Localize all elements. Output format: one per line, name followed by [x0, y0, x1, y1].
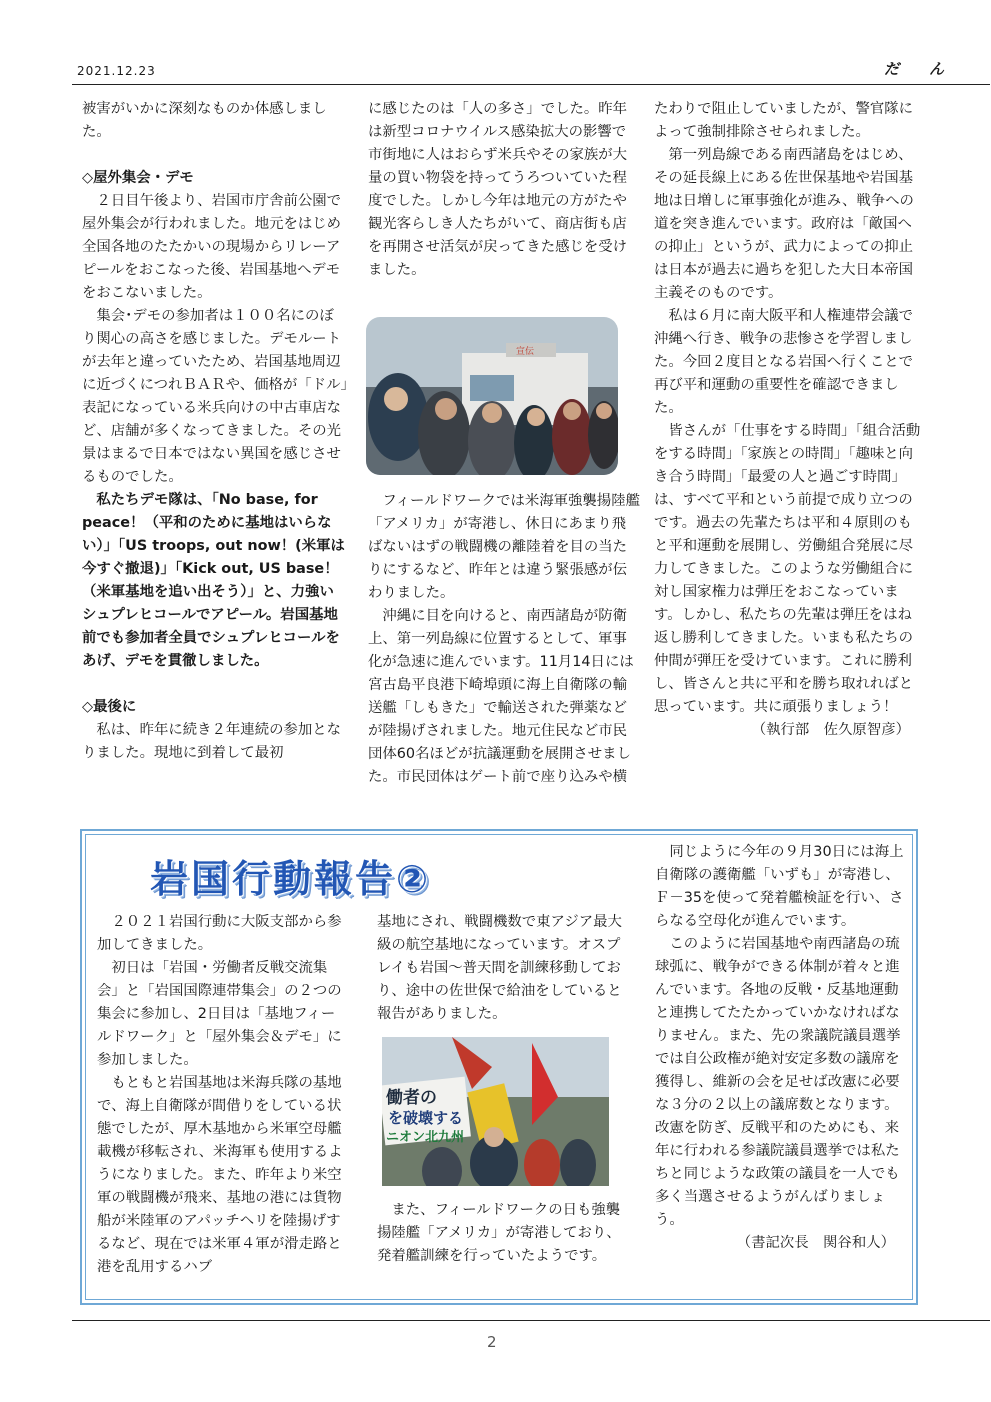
rally-photo-truck — [366, 317, 618, 475]
report-column-3 — [655, 841, 909, 1255]
article-paragraph: に感じたのは「人の多さ」でした。昨年は新型コロナウイルス感染拡大の影響で市街地に人はおらず米兵やその家族が大量の買い物袋を持ってうろついていた程度でした。しかし今年は地元の方がたや観光客らしき人たちがいて、商店街も店を再開させ活気が戻ってきた感じを受けました。 — [368, 101, 628, 278]
banner-text-1: 働者の — [386, 1088, 437, 1108]
report-paragraph: もともと岩国基地は米海兵隊の基地で、海上自衛隊が間借りをしている状態でしたが、厚木基地から米軍空母艦載機が移転され、米海軍も使用するようになりました。また、昨年より米空軍の戦闘機が飛来、基地の港には貨物船が米陸軍のアパッチヘリを陸揚げするなど、現在では米軍４軍が滑走路と港を乱用するハブ — [97, 1075, 343, 1275]
report-column-2 — [377, 911, 627, 1026]
banner-text-2: を破壊する — [388, 1109, 464, 1127]
report-paragraph: 初日は「岩国・労働者反戦交流集会」と「岩国国際連帯集会」の２つの集会に参加し、2日目は「基地フィールドワーク」と「屋外集会＆デモ」に参加しました。 — [97, 960, 342, 1068]
demo-photo-banners — [382, 1037, 609, 1186]
page-number: 2 — [487, 1333, 497, 1351]
truck-sign: 宣伝 — [516, 347, 535, 357]
article-paragraph: 第一列島線である南西諸島をはじめ、その延長線上にある佐世保基地や岩国基地は日増しに軍事強化が進み、戦争への道を突き進んでいます。政府は「敵国への抑止」というが、武力によっての抑止は日本が過去に過ちを犯した大日本帝国主義そのものです。 — [654, 147, 914, 301]
article-paragraph: たわりで阻止していましたが、警官隊によって強制排除させられました。 — [654, 101, 914, 140]
report-paragraph: 同じように今年の９月30日には海上自衛隊の護衛艦「いずも」が寄港し、Ｆ－35を使って発着艦検証を行い、さらなる空母化が進んでいます。 — [655, 844, 904, 929]
article-paragraph: フィールドワークでは米海軍強襲揚陸艦「アメリカ」が寄港し、休日にあまり飛ばないはずの戦闘機の離陸着を目の当たりにするなど、昨年とは違う緊張感が伝わりました。 — [368, 493, 640, 601]
report-title: 岩国行動報告② — [150, 857, 432, 901]
demo-photo-banners-image — [382, 1037, 609, 1186]
newsletter-name — [884, 58, 944, 79]
header-rule — [72, 84, 990, 85]
newsletter-name-char-2: ん — [929, 60, 945, 78]
report-column-2-lower — [377, 1199, 627, 1268]
issue-date: 2021.12.23 — [77, 64, 156, 78]
article-paragraph: 沖縄に目を向けると、南西諸島が防衛上、第一列島線に位置するとして、軍事化が急速に進んでいます。11月14日には宮古島平良港下崎埠頭に海上自衛隊の輸送艦「しもきた」で輸送された弾薬などが陸揚げされました。地元住民など市民団体60名ほどが抗議運動を展開させました。市民団体はゲート前で座り込みや横 — [368, 608, 634, 785]
report-paragraph: ２０２１岩国行動に大阪支部から参加してきました。 — [97, 914, 342, 953]
article-paragraph: 私たちデモ隊は、「No base, for peace！（平和のために基地はいらない）」「US troops, out now！(米軍は今すぐ撤退)」「Kick out, US base！（米軍基地を追い出そう）」と、力強いシュプレヒコールでアピール。岩国基地前でも参加者全員でシュプレヒコールをあげ、デモを貫徹しました。 — [82, 492, 345, 669]
article-paragraph: ２日目午後より、岩国市庁舎前公園で屋外集会が行われました。地元をはじめ全国各地のたたかいの現場からリレーアピールをおこなった後、岩国基地へデモをおこないました。 — [82, 193, 342, 301]
report-paragraph: 基地にされ、戦闘機数で東アジア最大級の航空基地になっています。オスプレイも岩国～普天間を訓練移動しており、途中の佐世保で給油をしていると報告がありました。 — [377, 914, 622, 1022]
report-author-signature: （書記次長 関谷和人） — [736, 1235, 895, 1251]
author-signature: （執行部 佐久原智彦） — [751, 722, 910, 738]
report-column-1 — [97, 911, 347, 1279]
article-lead: 被害がいかに深刻なものか体感しました。 — [82, 101, 327, 140]
banner-text-3: ニオン北九州 — [386, 1130, 465, 1145]
report-paragraph: このように岩国基地や南西諸島の琉球弧に、戦争ができる体制が着々と進んでいます。各地の反戦・反基地運動と連携してたたかっていかなければなりません。また、先の衆議院議員選挙では自公政権が絶対安定多数の議席を獲得し、維新の会を足せば改憲に必要な３分の２以上の議席数となります。改憲を防ぎ、反戦平和のためにも、来年に行われる参議院議員選挙では私たちと同じような政策の議員を一人でも多く当選させるようがんばりましょう。 — [655, 936, 901, 1228]
article-column-3 — [654, 98, 924, 742]
section-heading-finally: ◇最後に — [82, 699, 137, 715]
article-paragraph: 集会･デモの参加者は１００名にのぼり関心の高さを感じました。デモルートが去年と違っていたため、岩国基地周辺に近づくにつれＢＡＲや、価格が「ドル」表記になっている米兵向けの中古車店など、店舗が多くなってきました。その光景はまるで日本ではない異国を感じさせるものでした。 — [82, 308, 348, 485]
article-paragraph: 私は６月に南大阪平和人権連帯会議で沖縄へ行き、戦争の悲惨さを学習しました。今回２度目となる岩国へ行くことで再び平和運動の重要性を確認できました。 — [654, 308, 914, 416]
article-paragraph: 私は、昨年に続き２年連続の参加となりました。現地に到着して最初 — [82, 722, 342, 761]
section-heading-outdoor-rally: ◇屋外集会・デモ — [82, 170, 194, 186]
newsletter-name-char-1: だ — [884, 60, 900, 78]
article-column-2-lower — [368, 490, 640, 789]
article-column-2 — [368, 98, 636, 282]
article-paragraph: 皆さんが「仕事をする時間」「組合活動をする時間」「家族との時間」「趣味と向き合う時間」「最愛の人と過ごす時間」は、すべて平和という前提で成り立つのです。過去の先輩たちは平和４原則のもと平和運動を展開し、労働組合発展に尽力してきました。このような労働組合に対し国家権力は弾圧をおこなっています。しかし、私たちの先輩は弾圧をはね返し勝利してきました。いまも私たちの仲間が弾圧を受けています。これに勝利し、皆さんと共に平和を勝ち取れればと思っています。共に頑張りましょう！ — [654, 423, 921, 715]
report-paragraph: また、フィールドワークの日も強襲揚陸艦「アメリカ」が寄港しており、発着艦訓練を行っていたようです。 — [377, 1202, 621, 1264]
article-column-1 — [82, 98, 348, 765]
footer-rule — [72, 1320, 990, 1321]
rally-photo-truck-image — [366, 317, 618, 475]
